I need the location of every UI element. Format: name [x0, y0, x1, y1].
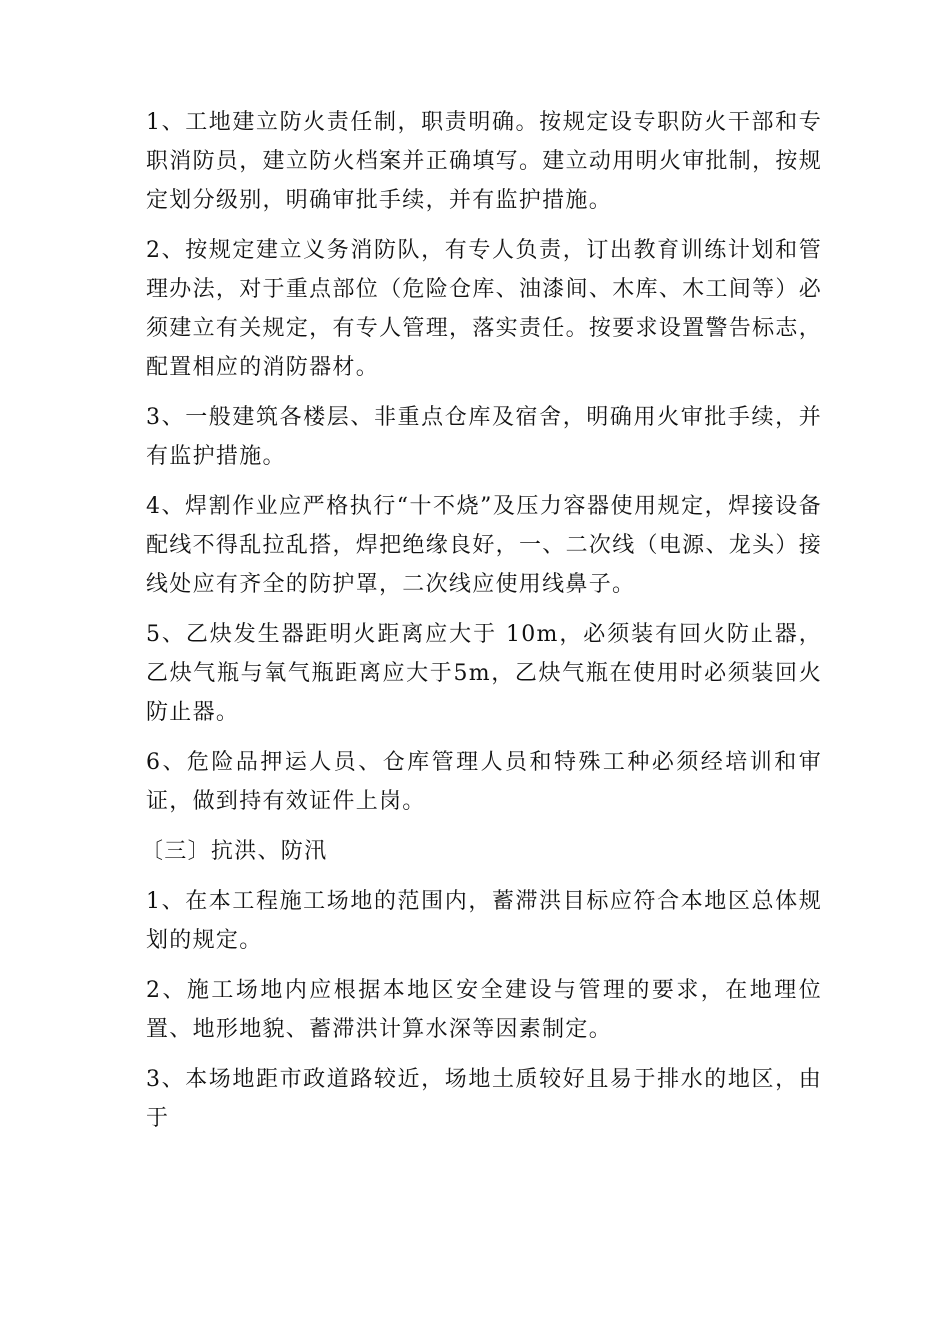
paragraph-flood-storage-target: 1、在本工程施工场地的范围内，蓄滞洪目标应符合本地区总体规划的规定。 [146, 889, 822, 953]
paragraph-site-location: 3、本场地距市政道路较近，场地土质较好且易于排水的地区，由于 [146, 1067, 822, 1131]
paragraph-site-planning: 2、施工场地内应根据本地区安全建设与管理的要求，在地理位置、地形地貌、蓄滞洪计算水深等因素制定。 [146, 978, 822, 1042]
paragraph-welding: 4、焊割作业应严格执行“十不烧”及压力容器使用规定，焊接设备配线不得乱拉乱搭，焊把绝缘良好，一、二次线（电源、龙头）接线处应有齐全的防护罩，二次线应使用线鼻子。 [146, 494, 822, 597]
paragraph-fire-responsibility: 1、工地建立防火责任制，职责明确。按规定设专职防火干部和专职消防员，建立防火档案并正确填写。建立动用明火审批制，按规定划分级别，明确审批手续，并有监护措施。 [146, 110, 822, 213]
paragraph-acetylene: 5、乙炔发生器距明火距离应大于 10m，必须装有回火防止器，乙炔气瓶与氧气瓶距离应大于5m，乙炔气瓶在使用时必须装回火防止器。 [146, 622, 822, 725]
section-heading-flood-control: 〔三〕抗洪、防汛 [141, 839, 328, 864]
paragraph-building-floors: 3、一般建筑各楼层、非重点仓库及宿舍，明确用火审批手续，并有监护措施。 [146, 405, 822, 469]
paragraph-volunteer-fire-brigade: 2、按规定建立义务消防队，有专人负责，订出教育训练计划和管理办法，对于重点部位（危险仓库、油漆间、木库、木工间等）必须建立有关规定，有专人管理，落实责任。按要求设置警告标志，配置相应的消防器材。 [146, 238, 822, 380]
document-body [141, 103, 822, 1149]
paragraph-hazardous-goods: 6、危险品押运人员、仓库管理人员和特殊工种必须经培训和审证，做到持有效证件上岗。 [146, 750, 822, 814]
